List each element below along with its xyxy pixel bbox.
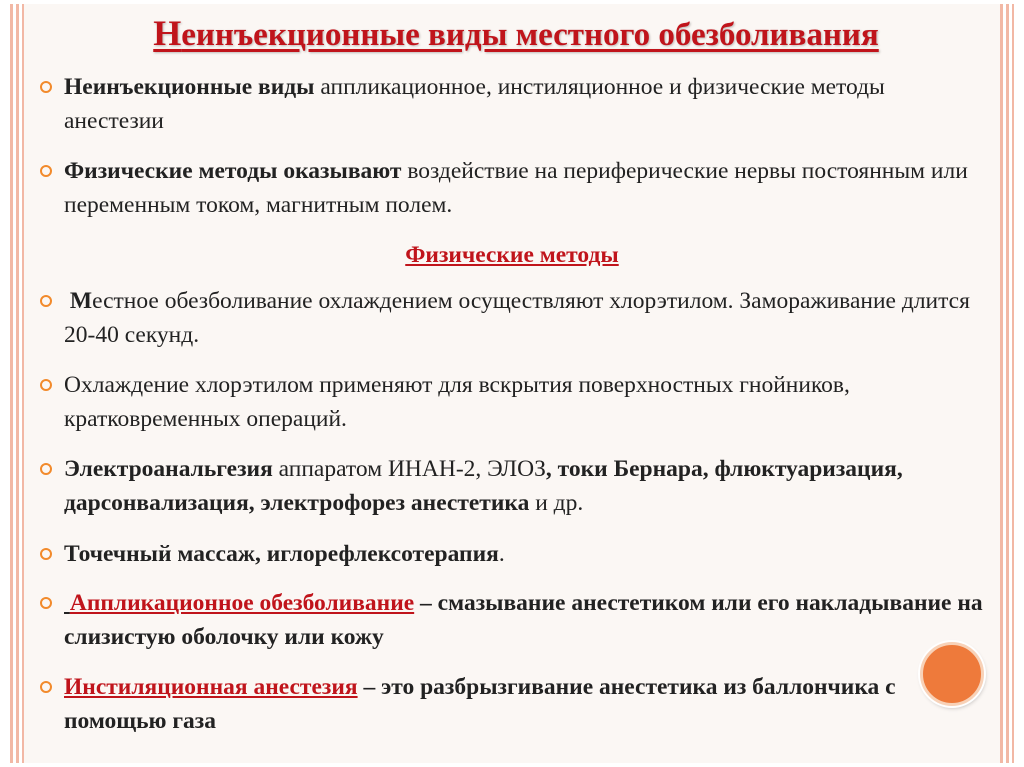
bullet-marker-icon	[40, 379, 52, 391]
bullet-marker-icon	[40, 463, 52, 475]
bullet-marker-icon	[40, 597, 52, 609]
bullet-8: Инстиляционная анестезия – это разбрызгивание анестетика из баллончика с помощью газа	[40, 670, 990, 738]
subheading: Физические методы	[405, 242, 619, 268]
bullet-6: Точечный массаж, иглорефлексотерапия.	[40, 537, 990, 571]
bullet-marker-icon	[40, 681, 52, 693]
bullet-2: Физические методы оказывают воздействие на периферические нервы постоянным или переменным током, магнитным полем.	[40, 154, 990, 222]
bullet-7: Аппликационное обезболивание – смазывание анестетиком или его накладывание на слизистую оболочку или кожу	[40, 586, 990, 654]
bullet-marker-icon	[40, 295, 52, 307]
decorative-circle-icon	[920, 642, 984, 706]
bullet-1: Неинъекционные виды аппликационное, инстиляционное и физические методы анестезии	[40, 70, 990, 138]
bullet-marker-icon	[40, 548, 52, 560]
bullet-3: Местное обезболивание охлаждением осуществляют хлорэтилом. Замораживание длится 20-40 секунд.	[40, 284, 990, 352]
slide-title: Неинъекционные виды местного обезболивания	[153, 13, 879, 53]
bullet-5: Электроанальгезия аппаратом ИНАН-2, ЭЛОЗ, токи Бернара, флюктуаризация, дарсонвализация, электрофорез анестетика и др.	[40, 452, 990, 520]
bullet-marker-icon	[40, 81, 52, 93]
bullet-4: Охлаждение хлорэтилом применяют для вскрытия поверхностных гнойников, кратковременных операций.	[40, 368, 990, 436]
bullet-marker-icon	[40, 165, 52, 177]
